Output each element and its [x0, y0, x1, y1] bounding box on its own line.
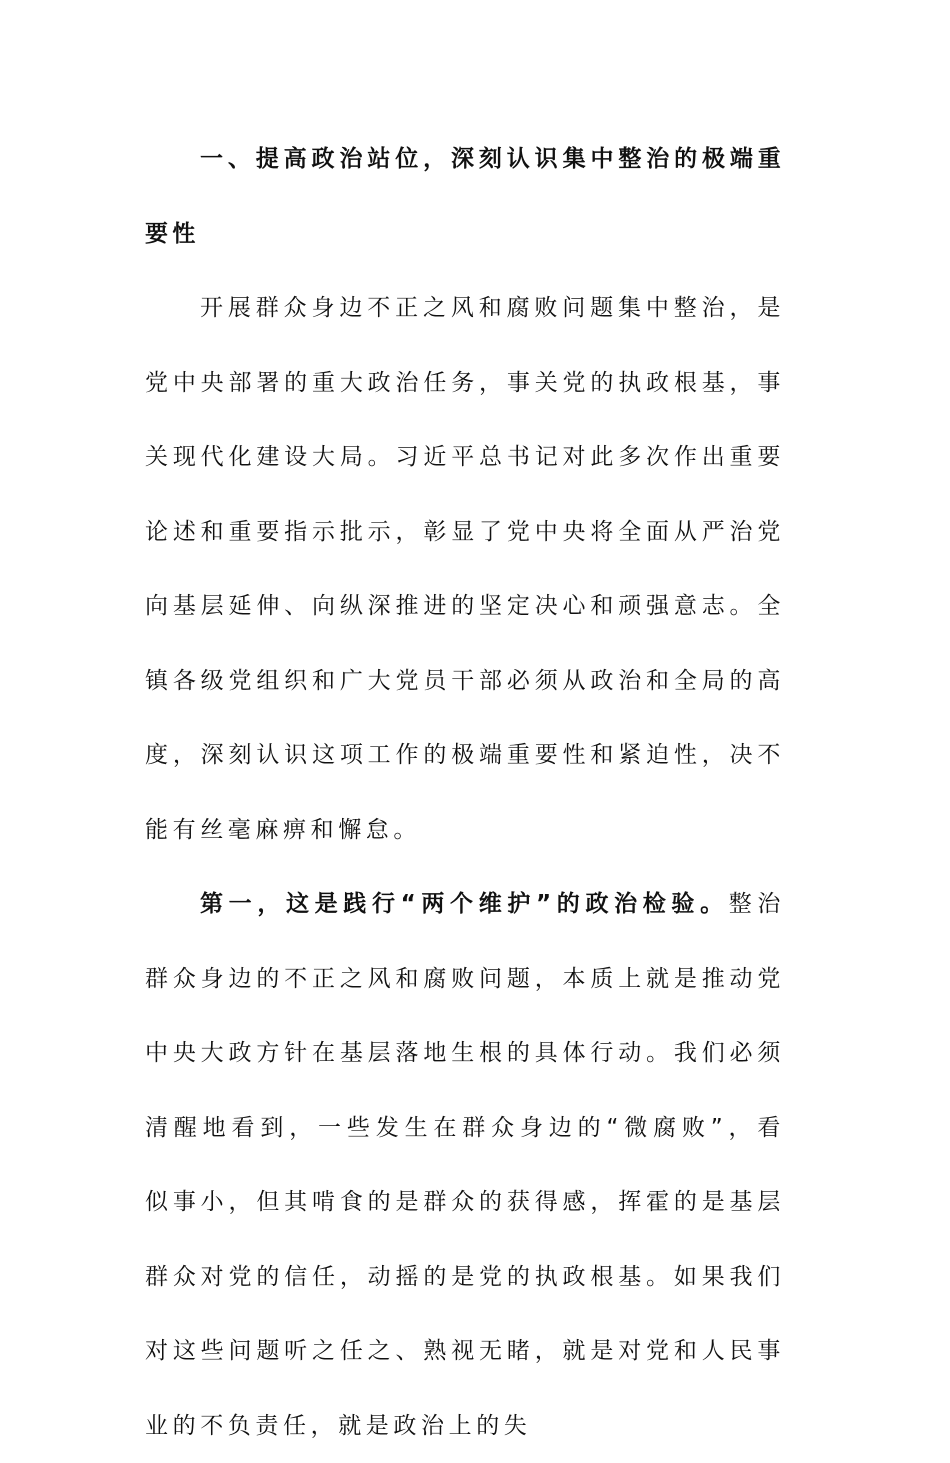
section-heading: 一、提高政治站位，深刻认识集中整治的极端重要性: [145, 146, 785, 247]
paragraph-2-lead: 第一，这是践行“两个维护”的政治检验。: [200, 891, 729, 917]
paragraph-1: [145, 271, 785, 867]
document-page: [145, 122, 785, 1463]
paragraph-2: [145, 867, 785, 1463]
paragraph-2-text: 整治群众身边的不正之风和腐败问题，本质上就是推动党中央大政方针在基层落地生根的具体行动。我们必须清醒地看到，一些发生在群众身边的“微腐败”，看似事小，但其啃食的是群众的获得感，挥霍的是基层群众对党的信任，动摇的是党的执政根基。如果我们对这些问题听之任之、熟视无睹，就是对党和人民事业的不负责任，就是政治上的失: [145, 891, 785, 1439]
paragraph-1-text: 开展群众身边不正之风和腐败问题集中整治，是党中央部署的重大政治任务，事关党的执政根基，事关现代化建设大局。习近平总书记对此多次作出重要论述和重要指示批示，彰显了党中央将全面从严治党向基层延伸、向纵深推进的坚定决心和顽强意志。全镇各级党组织和广大党员干部必须从政治和全局的高度，深刻认识这项工作的极端重要性和紧迫性，决不能有丝毫麻痹和懈怠。: [145, 295, 785, 843]
